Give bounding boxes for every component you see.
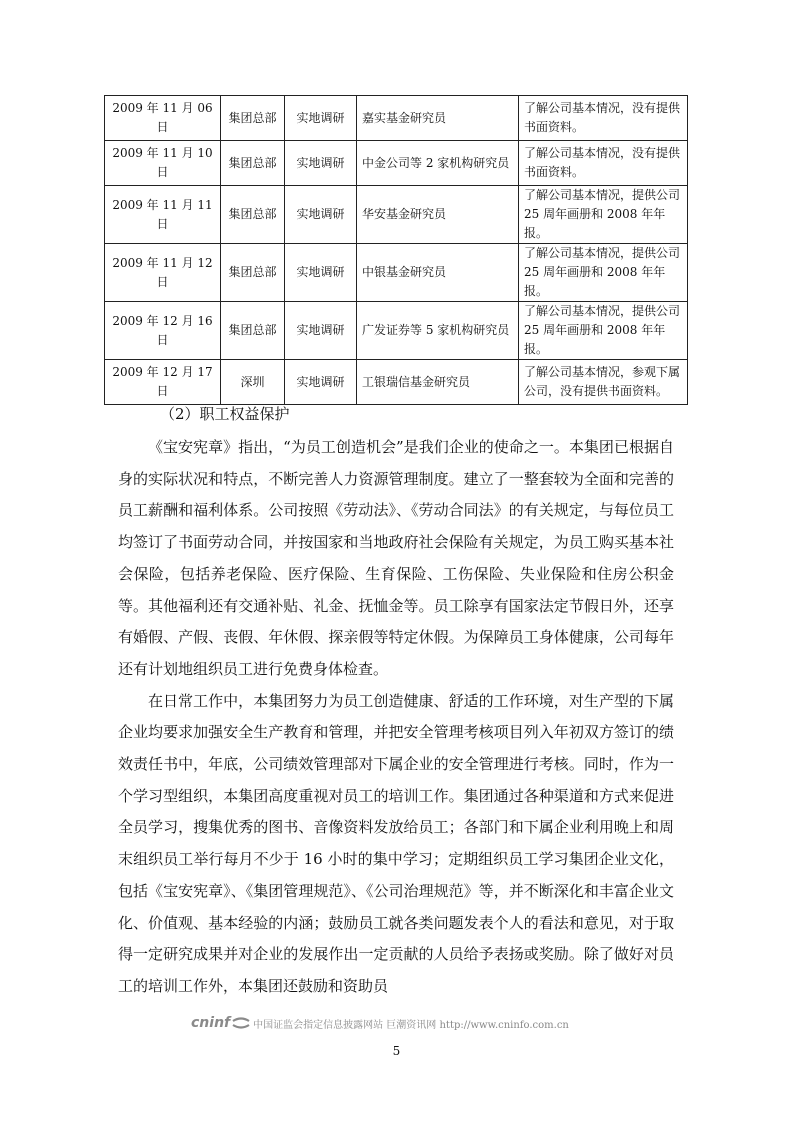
footer [191, 1015, 569, 1031]
cell-date: 2009 年 11 月 12 日 [105, 244, 221, 302]
section-heading: （2）职工权益保护 [160, 405, 290, 423]
body-text [118, 432, 674, 1003]
cell-visitor: 工银瑞信基金研究员 [357, 360, 519, 405]
cell-content: 了解公司基本情况，没有提供书面资料。 [519, 141, 688, 186]
cell-location: 集团总部 [221, 302, 285, 360]
cell-visitor: 中银基金研究员 [357, 244, 519, 302]
cell-visitor: 广发证券等 5 家机构研究员 [357, 302, 519, 360]
cell-date: 2009 年 11 月 11 日 [105, 186, 221, 244]
cell-date: 2009 年 11 月 10 日 [105, 141, 221, 186]
page-number: 5 [392, 1044, 401, 1058]
cell-visitor: 嘉实基金研究员 [357, 96, 519, 141]
cell-location: 集团总部 [221, 244, 285, 302]
cell-date: 2009 年 12 月 17 日 [105, 360, 221, 405]
cell-content: 了解公司基本情况，提供公司 25 周年画册和 2008 年年报。 [519, 302, 688, 360]
cell-visitor: 华安基金研究员 [357, 186, 519, 244]
cninfo-logo: cninf [191, 1015, 231, 1031]
footer-text: 中国证监会指定信息披露网站 巨潮资讯网 http://www.cninfo.com.cn [253, 1019, 569, 1031]
cell-content: 了解公司基本情况，没有提供书面资料。 [519, 96, 688, 141]
table-row [105, 186, 688, 244]
cell-visitor: 中金公司等 2 家机构研究员 [357, 141, 519, 186]
cell-location: 深圳 [221, 360, 285, 405]
cell-visit-type: 实地调研 [285, 244, 357, 302]
cell-visit-type: 实地调研 [285, 360, 357, 405]
cell-location: 集团总部 [221, 141, 285, 186]
paragraph-employee-benefits: 《宝安宪章》指出，“为员工创造机会”是我们企业的使命之一。本集团已根据自身的实际状况和特点，不断完善人力资源管理制度。建立了一整套较为全面和完善的员工薪酬和福利体系。公司按照《劳动法》、《劳动合同法》的有关规定，与每位员工均签订了书面劳动合同，并按国家和当地政府社会保险有关规定，为员工购买基本社会保险，包括养老保险、医疗保险、生育保险、工伤保险、失业保险和住房公积金等。其他福利还有交通补贴、礼金、抚恤金等。员工除享有国家法定节假日外，还享有婚假、产假、丧假、年休假、探亲假等特定休假。为保障员工身体健康，公司每年还有计划地组织员工进行免费身体检查。 [118, 438, 674, 678]
table-row [105, 360, 688, 405]
cninfo-logo-icon [232, 1017, 250, 1029]
table-row [105, 244, 688, 302]
visit-records-table [104, 95, 688, 405]
paragraph-work-environment: 在日常工作中，本集团努力为员工创造健康、舒适的工作环境，对生产型的下属企业均要求加强安全生产教育和管理，并把安全管理考核项目列入年初双方签订的绩效责任书中，年底，公司绩效管理部对下属企业的安全管理进行考核。同时，作为一个学习型组织，本集团高度重视对员工的培训工作。集团通过各种渠道和方式来促进全员学习，搜集优秀的图书、音像资料发放给员工；各部门和下属企业利用晚上和周末组织员工举行每月不少于 16 小时的集中学习；定期组织员工学习集团企业文化，包括《宝安宪章》、《集团管理规范》、《公司治理规范》等，并不断深化和丰富企业文化、价值观、基本经验的内涵；鼓励员工就各类问题发表个人的看法和意见，对于取得一定研究成果并对企业的发展作出一定贡献的人员给予表扬或奖励。除了做好对员工的培训工作外，本集团还鼓励和资助员 [118, 691, 674, 995]
cell-date: 2009 年 12 月 16 日 [105, 302, 221, 360]
table-row [105, 141, 688, 186]
cell-location: 集团总部 [221, 96, 285, 141]
cell-location: 集团总部 [221, 186, 285, 244]
cell-date: 2009 年 11 月 06 日 [105, 96, 221, 141]
cell-visit-type: 实地调研 [285, 302, 357, 360]
cell-visit-type: 实地调研 [285, 186, 357, 244]
cell-content: 了解公司基本情况，提供公司 25 周年画册和 2008 年年报。 [519, 244, 688, 302]
cell-content: 了解公司基本情况，提供公司 25 周年画册和 2008 年年报。 [519, 186, 688, 244]
cell-visit-type: 实地调研 [285, 96, 357, 141]
table-row [105, 302, 688, 360]
table-row [105, 96, 688, 141]
cell-content: 了解公司基本情况，参观下属公司，没有提供书面资料。 [519, 360, 688, 405]
cell-visit-type: 实地调研 [285, 141, 357, 186]
